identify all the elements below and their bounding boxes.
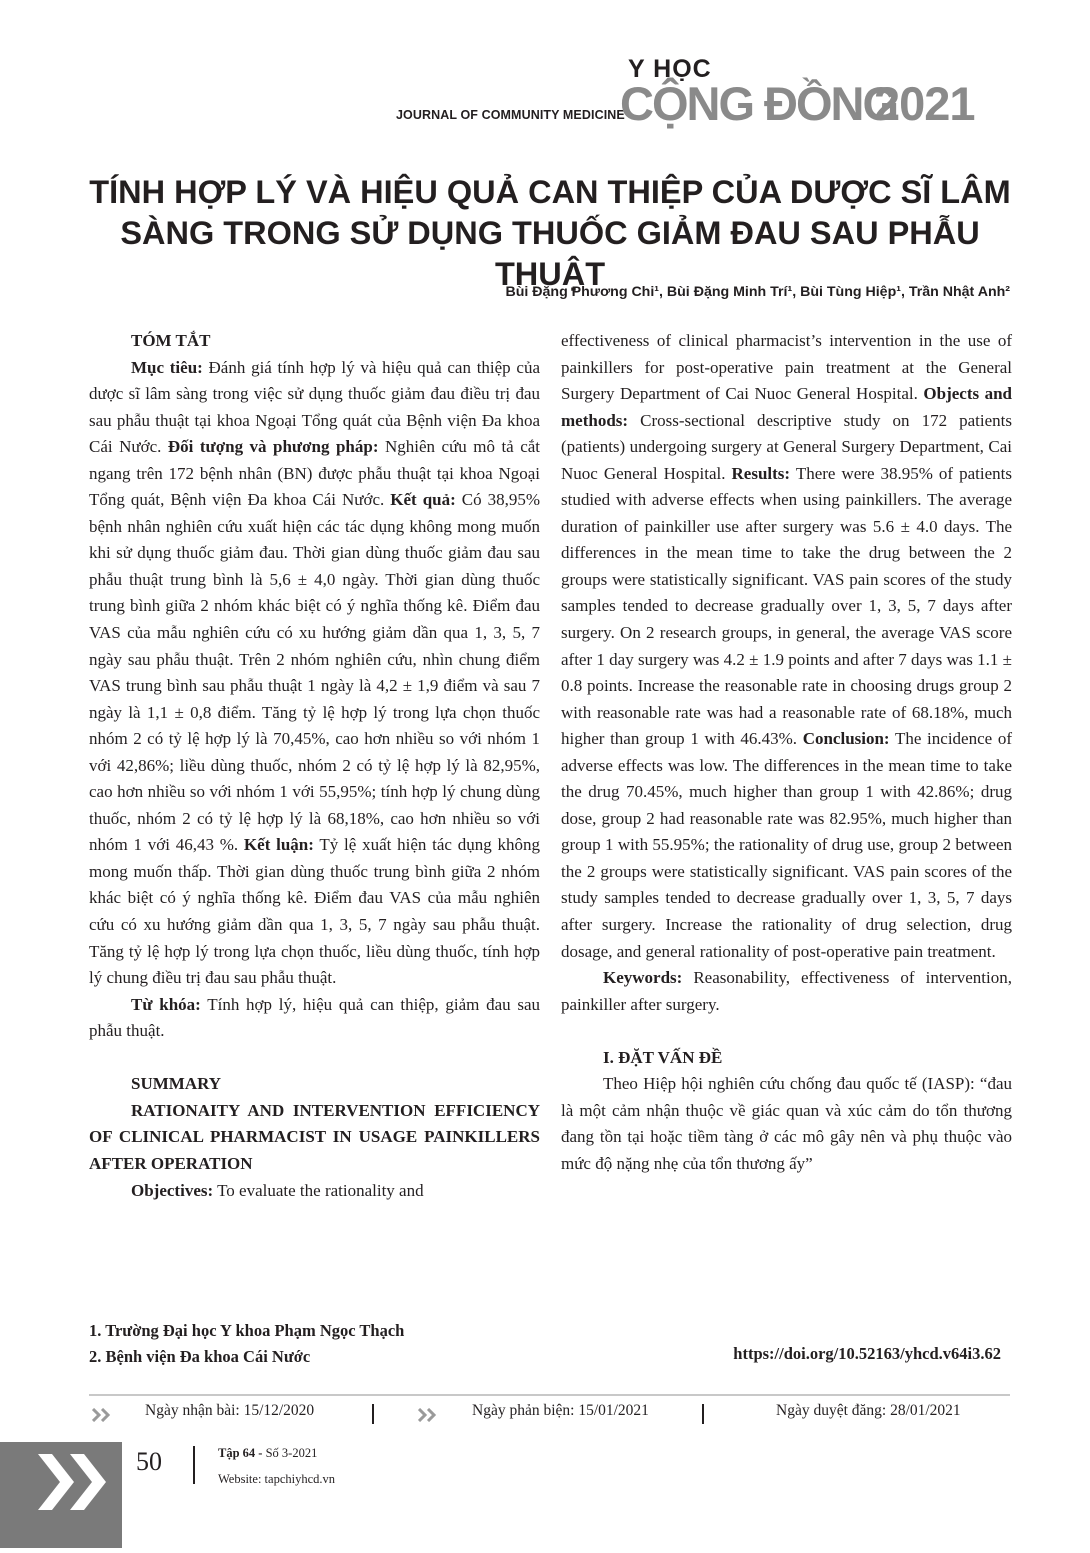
separator	[702, 1404, 704, 1424]
conclusion-label: Kết luận:	[243, 835, 314, 855]
footer-divider	[89, 1394, 1010, 1396]
affiliations	[89, 1318, 404, 1370]
abstract-vn-body	[89, 355, 540, 992]
issue-info	[218, 1446, 317, 1461]
journal-name-en: JOURNAL OF COMMUNITY MEDICINE	[396, 108, 625, 122]
en-results-text: There were 38.95% of patients studied with adverse effects when using painkillers. The average duration of painkiller use after surgery was 5.6 ± 4.0 days. The differences in the mean time to take the drug between the 2 groups were statistically significant. VAS pain scores of the study samples tended to decrease gradually over 1, 3, 5, 7 days after surgery. On 2 research groups, in general, the average VAS score after 1 day surgery was 4.2 ± 1.9 points and after 7 days was 1.1 ± 0.8 points. Increase the reasonable rate in choosing drugs group 2 with reasonable rate was had a reasonable rate of 68.18%, much higher than group 1 with 46.43%.	[561, 463, 1012, 749]
conclusion-text: Tỷ lệ xuất hiện tác dụng không mong muốn thấp. Thời gian dùng thuốc trung bình giữa 2 nhóm khác biệt có ý nghĩa thống kê. Điểm đau VAS của mẫu nghiên cứu có xu hướng giảm dần qua 1, 3, 5, 7 ngày sau phẫu thuật. Tăng tỷ lệ hợp lý trong lựa chọn thuốc, liều dùng thuốc, tính hợp lý chung điều trị đau sau phẫu thuật.	[89, 835, 540, 988]
objective-text: Đánh giá tính hợp lý và hiệu quả can thiệp của dược sĩ lâm sàng trong việc sử dụng thuốc giảm đau điều trị đau sau phẫu thuật tại khoa Ngoại Tổng quát của Bệnh viện Đa khoa Cái Nước.	[89, 357, 540, 457]
keywords-en-label: Keywords:	[603, 968, 683, 988]
chevrons-icon	[92, 1408, 114, 1422]
issue-number: Số 3-2021	[265, 1446, 318, 1460]
issue-volume: Tập 64 -	[218, 1446, 263, 1460]
chevrons-icon	[418, 1408, 440, 1422]
section-1-heading: I. ĐẶT VẤN ĐỀ	[603, 1047, 723, 1067]
en-results-label: Results:	[731, 463, 791, 483]
article-title: TÍNH HỢP LÝ VÀ HIỆU QUẢ CAN THIỆP CỦA DƯỢC SĨ LÂM SÀNG TRONG SỬ DỤNG THUỐC GIẢM ĐAU SAU PHẪU THUẬT	[89, 174, 1011, 292]
en-conclusion-label: Conclusion:	[802, 729, 890, 749]
accepted-date: Ngày duyệt đăng: 28/01/2021	[776, 1402, 961, 1419]
abstract-en-body	[561, 328, 1012, 965]
doi-link[interactable]: https://doi.org/10.52163/yhcd.v64i3.62	[733, 1344, 1001, 1363]
keywords-vn-text: Tính hợp lý, hiệu quả can thiệp, giảm đau sau phẫu thuật.	[89, 994, 540, 1041]
section-1-text: Theo Hiệp hội nghiên cứu chống đau quốc tế (IASP): “đau là một cảm nhận thuộc về giác quan và xúc cảm do tổn thương đang tồn tại hoặc tiềm tàng ở các mô gây nên và phụ thuộc vào mức độ nặng nhẹ của tổn thương ấy”	[561, 1074, 1012, 1173]
right-column	[561, 328, 1012, 1178]
summary-title: RATIONAITY AND INTERVENTION EFFICIENCY OF CLINICAL PHARMACIST IN USAGE PAINKILLERS AFTER OPERATION	[89, 1100, 540, 1173]
received-date: Ngày nhận bài: 15/12/2020	[145, 1402, 315, 1419]
summary-heading: SUMMARY	[131, 1074, 222, 1094]
separator	[372, 1404, 374, 1424]
article-authors: Bùi Đặng Phương Chi¹, Bùi Đặng Minh Trí¹, Bùi Tùng Hiệp¹, Trần Nhật Anh²	[505, 284, 1010, 300]
affiliation-1: 1. Trường Đại học Y khoa Phạm Ngọc Thạch	[89, 1321, 405, 1340]
keywords-vn	[89, 992, 540, 1045]
spacer	[89, 1045, 540, 1072]
objective-label: Mục tiêu:	[131, 357, 203, 377]
objectives-label: Objectives:	[131, 1180, 214, 1200]
abstract-vn-heading: TÓM TẮT	[131, 331, 211, 350]
results-label: Kết quả:	[390, 490, 456, 510]
page-corner-block	[0, 1442, 122, 1548]
en-methods-text: Cross-sectional descriptive study on 172 patients (patients) undergoing surgery at General Surgery Department, Cai Nuoc General Hospital.	[561, 410, 1012, 483]
results-text: Có 38,95% bệnh nhân nghiên cứu xuất hiện các tác dụng không mong muốn khi sử dụng thuốc giảm đau. Thời gian dùng thuốc giảm đau sau phẫu thuật trung bình là 5,6 ± 4,0 ngày. Thời gian dùng thuốc trung bình giữa 2 nhóm khác biệt có ý nghĩa thống kê. Điểm đau VAS của mẫu nghiên cứu có xu hướng giảm dần qua 1, 3, 5, 7 ngày sau phẫu thuật. Trên 2 nhóm nghiên cứu, nhìn chung điểm VAS trung bình sau phẫu thuật 1 ngày là 4,2 ± 1,9 điểm và sau 7 ngày là 1,1 ± 0,8 điểm. Tăng tỷ lệ hợp lý trong lựa chọn thuốc nhóm 2 có tỷ lệ hợp lý là 70,45%, cao hơn nhiều so với nhóm 1 với 42,86%; liều dùng thuốc, nhóm 2 có tỷ lệ hợp lý là 82,95%, cao hơn nhiều so với nhóm 1 với 55,95%; tính hợp lý chung dùng thuốc, nhóm 2 có tỷ lệ hợp lý là 68,18%, cao hơn nhiều so với nhóm 1 với 46,43 %.	[89, 490, 541, 855]
methods-text: Nghiên cứu mô tả cắt ngang trên 172 bệnh nhân (BN) được phẫu thuật tại khoa Ngoại Tổng quát, Bệnh viện Đa khoa Cái Nước.	[89, 437, 541, 510]
journal-name-vn-top: Y HỌC	[628, 55, 712, 83]
journal-masthead	[0, 0, 1090, 140]
left-column	[89, 328, 540, 1204]
affiliation-2: 2. Bệnh viện Đa khoa Cái Nước	[89, 1347, 311, 1366]
keywords-en-text: Reasonability, effectiveness of intervention, painkiller after surgery.	[561, 968, 1012, 1014]
abstract-en-start	[89, 1178, 540, 1205]
en-methods-label: Objects and methods:	[561, 384, 1012, 430]
en-conclusion-text: The incidence of adverse effects was low. The differences in the mean time to take the drug 70.45%, much higher than group 1 with 42.86%; drug dose, group 2 had reasonable rate was 82.95%, much higher than group 1 with 55.95%; the rationality of drug use, group 2 between the 2 groups were statistically significant. VAS pain scores of the study samples tended to decrease gradually over 1, 3, 5, 7 days after surgery. Increase the rationality of drug selection, drug dosage, and general rationality of post-operative pain treatment.	[561, 729, 1012, 961]
page-number: 50	[136, 1447, 162, 1476]
methods-label: Đối tượng và phương pháp:	[167, 437, 379, 457]
footer-vertical-divider	[193, 1446, 195, 1484]
reviewed-date: Ngày phản biện: 15/01/2021	[472, 1402, 649, 1419]
dates-row	[0, 1402, 1090, 1426]
keywords-vn-label: Từ khóa:	[131, 994, 201, 1014]
chevrons-icon	[0, 1442, 122, 1548]
journal-year: 2021	[874, 77, 975, 130]
objectives-text: To evaluate the rationality and	[217, 1180, 424, 1200]
spacer	[561, 1018, 1012, 1045]
objectives-text-cont: effectiveness of clinical pharmacist’s intervention in the use of painkillers for post-operative pain treatment at the General Surgery Department of Cai Nuoc General Hospital.	[561, 331, 1012, 404]
website[interactable]: Website: tapchiyhcd.vn	[218, 1472, 336, 1486]
keywords-en	[561, 965, 1012, 1018]
journal-name-vn-main: CỘNG ĐỒNG	[620, 77, 898, 130]
